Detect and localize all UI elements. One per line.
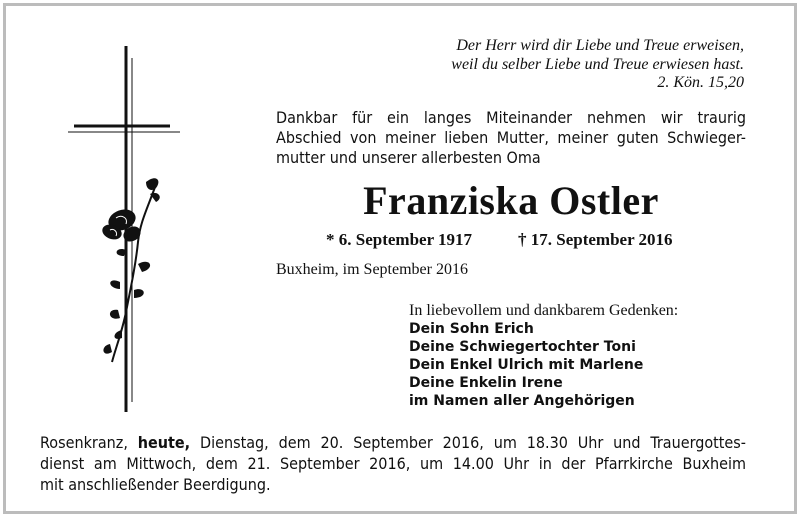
service-line-2: dienst am Mittwoch, dem 21. September 2016, um 14.00 Uhr in der Pfarrkirche Buxheim <box>40 454 746 473</box>
intro-line-2: Abschied von meiner lieben Mutter, meiner guten Schwieger- <box>276 128 746 147</box>
mourner-line: Deine Enkelin Irene <box>409 375 563 391</box>
cross-with-rose-icon <box>60 42 190 442</box>
service-prefix: Rosenkranz, <box>40 433 138 452</box>
mourner-line: Deine Schwiegertochter Toni <box>409 339 636 355</box>
verse-line-2: weil du selber Liebe und Treue erwiesen hast. <box>451 56 744 73</box>
verse-line-1: Der Herr wird dir Liebe und Treue erweisen, <box>456 37 744 54</box>
death-date: † 17. September 2016 <box>518 230 673 249</box>
intro-line-3: mutter und unserer allerbesten Oma <box>276 148 541 167</box>
mourner-line: Dein Sohn Erich <box>409 321 534 337</box>
deceased-name: Franziska Ostler <box>363 178 659 223</box>
memorial-heading: In liebevollem und dankbarem Gedenken: <box>409 302 679 319</box>
service-info <box>40 432 746 495</box>
service-emphasis: heute, <box>137 433 191 452</box>
intro-text <box>276 108 746 168</box>
place-date: Buxheim, im September 2016 <box>276 261 468 278</box>
birth-date: * 6. September 1917 <box>326 230 473 249</box>
verse-reference: 2. Kön. 15,20 <box>657 74 744 91</box>
mourner-line: im Namen aller Angehörigen <box>409 393 635 409</box>
service-line-1-rest: Dienstag, dem 20. September 2016, um 18.30 Uhr und Trauergottes- <box>190 433 746 452</box>
service-line-3: mit anschließender Beerdigung. <box>40 475 271 494</box>
mourner-line: Dein Enkel Ulrich mit Marlene <box>409 357 644 373</box>
intro-line-1: Dankbar für ein langes Miteinander nehmen wir traurig <box>276 108 746 127</box>
service-line-1 <box>40 432 746 453</box>
